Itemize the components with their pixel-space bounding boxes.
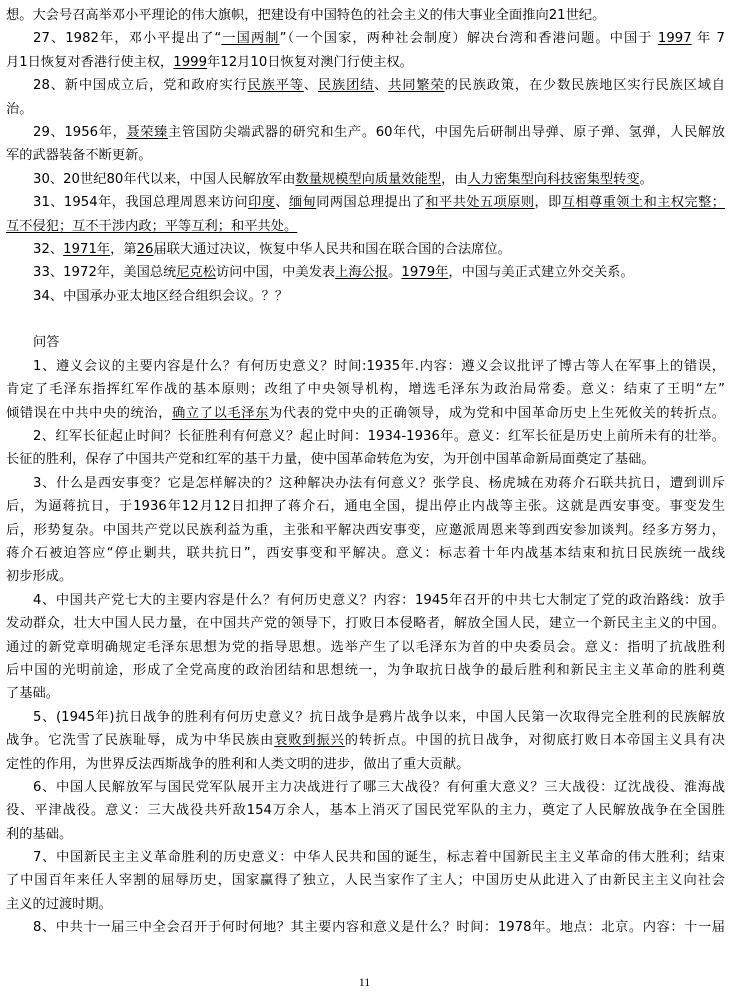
text-line — [6, 285, 725, 308]
text-segment: 了基础。 — [6, 686, 59, 702]
text-line — [6, 869, 725, 892]
text-segment: 、 — [374, 78, 389, 94]
underlined-text: 互不侵犯；互不干涉内政；平等互利；和平共处。 — [6, 218, 298, 234]
text-segment: 了中国百年来任人宰割的屈辱历史，国家赢得了独立，人民当家作了主人；中国历史从此进入了由新民主主义向社会 — [6, 873, 725, 889]
text-line — [6, 753, 725, 776]
text-line — [6, 144, 725, 167]
text-line — [6, 589, 725, 612]
text-segment: 后中国的光明前途，形成了全党高度的政治团结和思想统一，为争取抗日战争的最后胜利和新民主主义革命的胜利奠 — [6, 662, 725, 678]
text-segment: 1、遵义会议的主要内容是什么？有何历史意义？时间:1935年.内容：遵义会议批评了博古等人在军事上的错误， — [33, 358, 725, 374]
text-segment: ，即 — [534, 195, 562, 211]
text-line — [6, 682, 725, 705]
text-segment: 后，为逼蒋抗日，于1936年12月12日扣押了蒋介石，通电全国，提出停止内战等主张。这就是西安事变。事变发生 — [6, 499, 725, 515]
text-segment: 发动群众，壮大中国人民力量，在中国共产党的领导下，打败日本侵略者，解放全国人民，建立一个新民主主义的中国。 — [6, 616, 725, 632]
underlined-text: 一国两制 — [221, 31, 280, 47]
text-line — [6, 4, 725, 27]
text-line — [6, 74, 725, 97]
underlined-text: 聂荣臻 — [126, 124, 168, 140]
underlined-text: 互相尊重领土和主权完整； — [561, 195, 725, 211]
text-segment: 7、中国新民主主义革命胜利的历史意义：中华人民共和国的诞生，标志着中国新民主主义革命的伟大胜利；结束 — [33, 850, 725, 866]
underlined-text: 1999 — [173, 54, 208, 70]
text-segment: 想。大会号召高举邓小平理论的伟大旗帜，把建设有中国特色的社会主义的伟大事业全面推向21世纪。 — [6, 8, 606, 23]
text-segment: 长征的胜利，保存了中国共产党和红军的基干力量，使中国革命转危为安，为开创中国革命新局面奠定了基础。 — [6, 452, 655, 468]
text-segment: 为代表的党中央的正确领导，成为党和中国革命历史上生死攸关的转折点。 — [268, 405, 725, 421]
text-line — [6, 542, 725, 565]
text-line — [6, 402, 725, 425]
text-segment: 访问中国，中美发表 — [216, 265, 336, 281]
text-segment: 利的基础。 — [6, 826, 73, 842]
text-line — [6, 378, 725, 401]
underlined-text: 26 — [136, 241, 154, 257]
text-line — [6, 659, 725, 682]
text-segment: 同两国总理提出了 — [316, 195, 426, 211]
text-segment: 29、1956年， — [33, 124, 127, 140]
underlined-text: 确立了以毛泽东 — [172, 405, 269, 421]
underlined-text: 上海公报 — [335, 265, 389, 281]
text-line — [6, 261, 725, 284]
text-segment: 33、1972年，美国总统 — [33, 265, 177, 281]
text-segment: 倾错误在中共中央的统治， — [6, 405, 173, 421]
underlined-text: 缅甸 — [289, 195, 317, 211]
text-line — [6, 191, 725, 214]
text-line — [6, 472, 725, 495]
underlined-text: 尼克松 — [176, 265, 217, 281]
text-segment: 27、1982年，邓小平提出了“ — [33, 31, 222, 47]
underlined-text: 数量规模型向质量效能型 — [295, 171, 442, 187]
text-segment: ，由 — [441, 171, 468, 187]
text-segment: 月1日恢复对香港行使主权， — [6, 54, 174, 70]
text-segment: 军的武器装备不断更新。 — [6, 148, 152, 164]
text-segment: ”（一个国家，两种社会制度）解决台湾和香港问题。中国于 — [279, 31, 658, 47]
text-line — [6, 729, 725, 752]
text-line — [6, 893, 725, 916]
text-line — [6, 355, 725, 378]
text-line — [6, 916, 725, 939]
text-line — [6, 636, 725, 659]
text-segment: 32、 — [33, 241, 64, 257]
text-segment: 问答 — [33, 335, 60, 351]
text-segment: 通过的新党章明确规定毛泽东思想为党的指导思想。选举产生了以毛泽东为首的中央委员会。意义：指明了抗战胜利 — [6, 639, 725, 655]
text-segment: 6、中国人民解放军与国民党军队展开主力决战进行了哪三大战役？有何重大意义？三大战役：辽沈战役、淮海战 — [33, 779, 725, 795]
text-segment: 初步形成。 — [6, 569, 73, 585]
underlined-text: 和平共处五项原则 — [425, 195, 535, 211]
text-line — [6, 98, 725, 121]
underlined-text: 1971年 — [63, 241, 111, 257]
underlined-text: 共同繁荣 — [388, 78, 445, 94]
text-segment: 。 — [639, 171, 653, 187]
underlined-text: 民族平等 — [247, 78, 304, 94]
underlined-text: 1997 — [657, 31, 692, 47]
page-number: 11 — [358, 975, 371, 989]
text-line — [6, 238, 725, 261]
text-line — [6, 27, 725, 50]
text-segment: 蒋介石被迫答应“停止剿共，联共抗日”，西安事变和平解决。意义：标志着十年内战基本结束和抗日民族统一战线 — [6, 545, 725, 561]
text-segment: 28、新中国成立后，党和政府实行 — [33, 78, 248, 94]
text-line — [6, 612, 725, 635]
text-line — [6, 425, 725, 448]
text-segment: 、 — [275, 195, 289, 211]
text-segment: 战争。它洗雪了民族耻辱，成为中华民族由 — [6, 733, 275, 749]
text-line — [6, 51, 725, 74]
text-segment: ，第 — [110, 241, 137, 257]
text-segment: 肯定了毛泽东指挥红军作战的基本原则；改组了中央领导机构，增选毛泽东为政治局常委。意义：结束了王明“左” — [6, 382, 725, 398]
text-segment: 31、1954年，我国总理周恩来访问 — [33, 195, 249, 211]
text-segment: 届联大通过决议，恢复中华人民共和国在联合国的合法席位。 — [153, 241, 511, 257]
text-segment: 的转折点。中国的抗日战争，对彻底打败日本帝国主义具有决 — [344, 733, 725, 749]
text-line — [6, 799, 725, 822]
text-segment: 4、中国共产党七大的主要内容是什么？有何历史意义？内容：1945年召开的中共七大制定了党的政治路线：放手 — [33, 592, 725, 608]
text-line — [6, 121, 725, 144]
text-line — [6, 519, 725, 542]
text-segment: 、 — [303, 78, 318, 94]
text-line — [6, 215, 725, 238]
text-segment: 。 — [388, 265, 402, 281]
text-segment: 的民族政策，在少数民族地区实行民族区域自 — [444, 78, 725, 94]
underlined-text: 1979年 — [401, 265, 449, 281]
text-segment: 34、中国承办亚太地区经合组织会议。？？ — [33, 288, 289, 304]
text-line — [6, 776, 725, 799]
text-line — [6, 495, 725, 518]
text-segment: 2、红军长征起止时间？长征胜利有何意义？起止时间：1934-1936年。意义：红军长征是历史上前所未有的壮举。 — [33, 429, 725, 445]
blank-line — [6, 308, 725, 331]
text-segment: 5、(1945年)抗日战争的胜利有何历史意义？抗日战争是鸦片战争以来，中国人民第一次取得完全胜利的民族解放 — [33, 709, 725, 725]
underlined-text: 衰败到振兴 — [274, 733, 345, 749]
text-line — [6, 706, 725, 729]
text-segment: 定性的作用，为世界反法西斯战争的胜利和人类文明的进步，做出了重大贡献。 — [6, 756, 470, 772]
text-segment: 后，形势复杂。中国共产党以民族利益为重，主张和平解决西安事变，应邀派周恩来等到西安参加谈判。经多方努力， — [6, 522, 725, 538]
text-segment: 主义的过渡时期。 — [6, 896, 112, 912]
text-line — [6, 823, 725, 846]
text-segment: 役、平津战役。意义：三大战役共歼敌154万余人，基本上消灭了国民党军队的主力，奠定了人民解放战争在全国胜 — [6, 803, 725, 819]
text-segment: 30、20世纪80年代以来，中国人民解放军由 — [33, 171, 296, 187]
text-segment: 年 7 — [691, 31, 725, 47]
text-line — [6, 448, 725, 471]
text-line — [6, 331, 725, 354]
text-segment: 8、中共十一届三中全会召开于何时何地？其主要内容和意义是什么？时间：1978年。地点：北京。内容：十一届 — [33, 920, 725, 936]
text-segment: 治。 — [6, 101, 33, 117]
text-line — [6, 846, 725, 869]
text-line — [6, 168, 725, 191]
text-line — [6, 565, 725, 588]
underlined-text: 民族团结 — [317, 78, 375, 94]
underlined-text: 印度 — [248, 195, 276, 211]
text-segment: 年12月10日恢复对澳门行使主权。 — [207, 54, 413, 70]
underlined-text: 人力密集型向科技密集型转变 — [467, 171, 640, 187]
text-segment: ，中国与美正式建立外交关系。 — [448, 265, 634, 281]
text-segment: 3、什么是西安事变？它是怎样解决的？这种解决办法有何意义？张学良、杨虎城在劝蒋介石联共抗日，遭到训斥 — [33, 475, 725, 491]
text-segment: 主管国防尖端武器的研究和生产。60年代，中国先后研制出导弹、原子弹、氢弹，人民解放 — [167, 124, 725, 140]
